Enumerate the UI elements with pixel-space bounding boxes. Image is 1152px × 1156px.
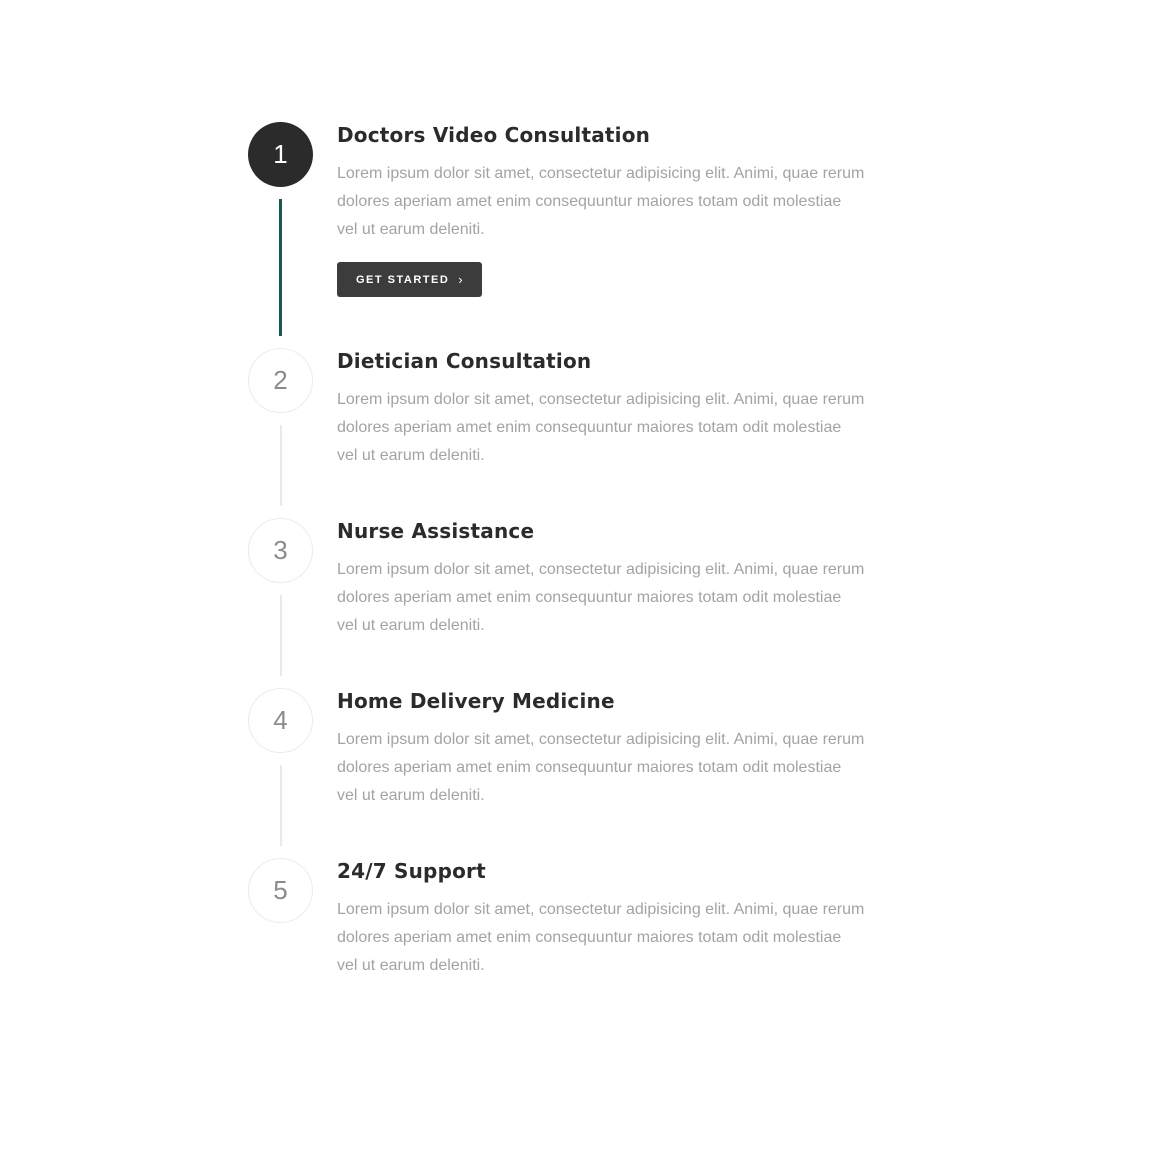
step-description (337, 726, 864, 810)
step-rail (248, 688, 313, 858)
steps-timeline (248, 122, 888, 1028)
step-rail (248, 858, 313, 1028)
step-title: 24/7 Support (337, 859, 486, 883)
step-title: Dietician Consultation (337, 349, 592, 373)
timeline-connector (280, 765, 282, 846)
description-line: dolores aperiam amet enim consequuntur maiores totam odit molestiae (337, 759, 842, 776)
description-line: Lorem ipsum dolor sit amet, consectetur adipisicing elit. Animi, quae rerum (337, 731, 865, 748)
description-line: dolores aperiam amet enim consequuntur maiores totam odit molestiae (337, 419, 842, 436)
step-item-nurse-assistance (248, 518, 888, 688)
step-description (337, 556, 864, 640)
description-line: vel ut earum deleniti. (337, 447, 485, 464)
step-title: Home Delivery Medicine (337, 689, 615, 713)
step-number: 3 (273, 535, 288, 565)
description-line: vel ut earum deleniti. (337, 617, 485, 634)
step-number-badge (248, 348, 313, 413)
description-line: vel ut earum deleniti. (337, 957, 485, 974)
step-title: Nurse Assistance (337, 519, 535, 543)
description-line: dolores aperiam amet enim consequuntur maiores totam odit molestiae (337, 193, 842, 210)
description-line: Lorem ipsum dolor sit amet, consectetur adipisicing elit. Animi, quae rerum (337, 561, 865, 578)
description-line: vel ut earum deleniti. (337, 787, 485, 804)
description-line: vel ut earum deleniti. (337, 221, 485, 238)
step-number-badge (248, 122, 313, 187)
timeline-connector-active (279, 199, 282, 336)
step-number: 1 (273, 139, 288, 169)
step-description (337, 896, 864, 980)
step-content (313, 122, 864, 348)
description-line: Lorem ipsum dolor sit amet, consectetur adipisicing elit. Animi, quae rerum (337, 165, 865, 182)
step-item-home-delivery-medicine (248, 688, 888, 858)
step-content (313, 518, 864, 688)
description-line: dolores aperiam amet enim consequuntur maiores totam odit molestiae (337, 929, 842, 946)
step-content (313, 348, 864, 518)
step-content (313, 858, 864, 1028)
step-number: 5 (273, 875, 288, 905)
get-started-button-label: GET STARTED (356, 273, 450, 286)
step-rail (248, 348, 313, 518)
step-number-badge (248, 688, 313, 753)
step-number-badge (248, 518, 313, 583)
step-item-doctors-video-consultation (248, 122, 888, 348)
chevron-right-icon: › (458, 272, 463, 287)
step-title: Doctors Video Consultation (337, 123, 651, 147)
description-line: Lorem ipsum dolor sit amet, consectetur adipisicing elit. Animi, quae rerum (337, 901, 865, 918)
step-rail (248, 518, 313, 688)
timeline-connector (280, 595, 282, 676)
step-description (337, 160, 864, 244)
step-number: 4 (273, 705, 288, 735)
description-line: Lorem ipsum dolor sit amet, consectetur adipisicing elit. Animi, quae rerum (337, 391, 865, 408)
step-rail (248, 122, 313, 348)
get-started-button[interactable] (337, 262, 482, 297)
step-content (313, 688, 864, 858)
step-item-dietician-consultation (248, 348, 888, 518)
step-description (337, 386, 864, 470)
step-number-badge (248, 858, 313, 923)
timeline-connector (280, 425, 282, 506)
description-line: dolores aperiam amet enim consequuntur maiores totam odit molestiae (337, 589, 842, 606)
step-item-24-7-support (248, 858, 888, 1028)
step-number: 2 (273, 365, 288, 395)
